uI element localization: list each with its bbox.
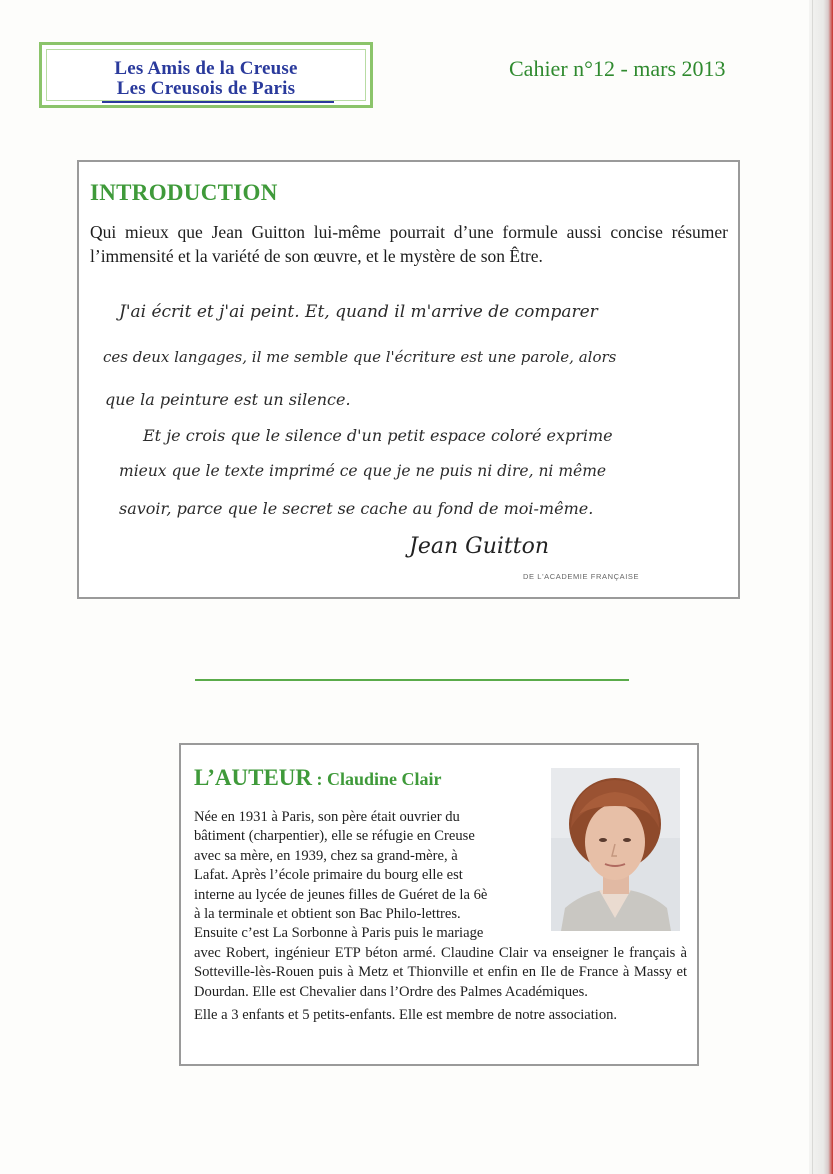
author-box — [179, 743, 699, 1066]
bio-line: avec sa mère, en 1939, chez sa grand-mère, à — [194, 847, 458, 864]
association-logo — [39, 42, 373, 108]
bio-line: Ensuite c’est La Sorbonne à Paris puis le mariage — [194, 925, 484, 942]
section-divider — [195, 679, 629, 681]
author-bio — [194, 808, 687, 1025]
introduction-title: INTRODUCTION — [90, 180, 278, 205]
page-edge-line — [812, 0, 813, 1174]
bio-line: Née en 1931 à Paris, son père était ouvrier du — [194, 809, 460, 825]
handwritten-line: mieux que le texte imprimé ce que je ne puis ni dire, ni même — [119, 462, 607, 480]
bio-line: interne au lycée de jeunes filles de Guéret de la 6è — [194, 886, 488, 903]
signature: Jean Guitton — [409, 534, 549, 559]
bio-paragraph-1-continued: avec Robert, ingénieur ETP béton armé. Claudine Clair va enseigner le français à Sotteville-lès-Rouen puis à Metz et Thionville et enfin en Ile de France à Massy et Dourdan. Elle est Chevalier dans l’Ordre des Palmes Académiques. — [194, 944, 687, 1000]
handwritten-line: J'ai écrit et j'ai peint. Et, quand il m'arrive de comparer — [119, 302, 598, 322]
logo-underline — [102, 101, 334, 103]
introduction-text: Qui mieux que Jean Guitton lui-même pourrait d’une formule aussi concise résumer l’immensité et la variété de son œuvre, et le mystère de son Être. — [90, 222, 728, 266]
author-name: Claudine Clair — [327, 769, 442, 789]
introduction-box — [77, 160, 740, 599]
author-heading — [194, 765, 442, 791]
handwritten-line: ces deux langages, il me semble que l'écriture est une parole, alors — [103, 348, 617, 366]
author-title: L’AUTEUR — [194, 765, 313, 790]
bio-paragraph-2: Elle a 3 enfants et 5 petits-enfants. Elle est membre de notre association. — [194, 1007, 618, 1024]
handwritten-line: savoir, parce que le secret se cache au fond de moi-même. — [119, 499, 594, 518]
bio-paragraph-1 — [194, 808, 544, 944]
bio-line: bâtiment (charpentier), elle se réfugie en Creuse — [194, 828, 475, 845]
logo-line-2: Les Creusois de Paris — [116, 78, 296, 99]
author-separator: : — [312, 769, 328, 789]
handwritten-line: Et je crois que le silence d'un petit espace coloré exprime — [143, 426, 613, 445]
issue-label: Cahier n°12 - mars 2013 — [509, 56, 726, 81]
handwritten-line: que la peinture est un silence. — [105, 390, 351, 409]
academy-label: DE L'ACADEMIE FRANÇAISE — [523, 572, 640, 581]
bio-line: Lafat. Après l’école primaire du bourg elle est — [194, 867, 463, 884]
bio-line: à la terminale et obtient son Bac Philo-lettres. — [194, 906, 461, 923]
logo-line-1: Les Amis de la Creuse — [114, 58, 298, 79]
